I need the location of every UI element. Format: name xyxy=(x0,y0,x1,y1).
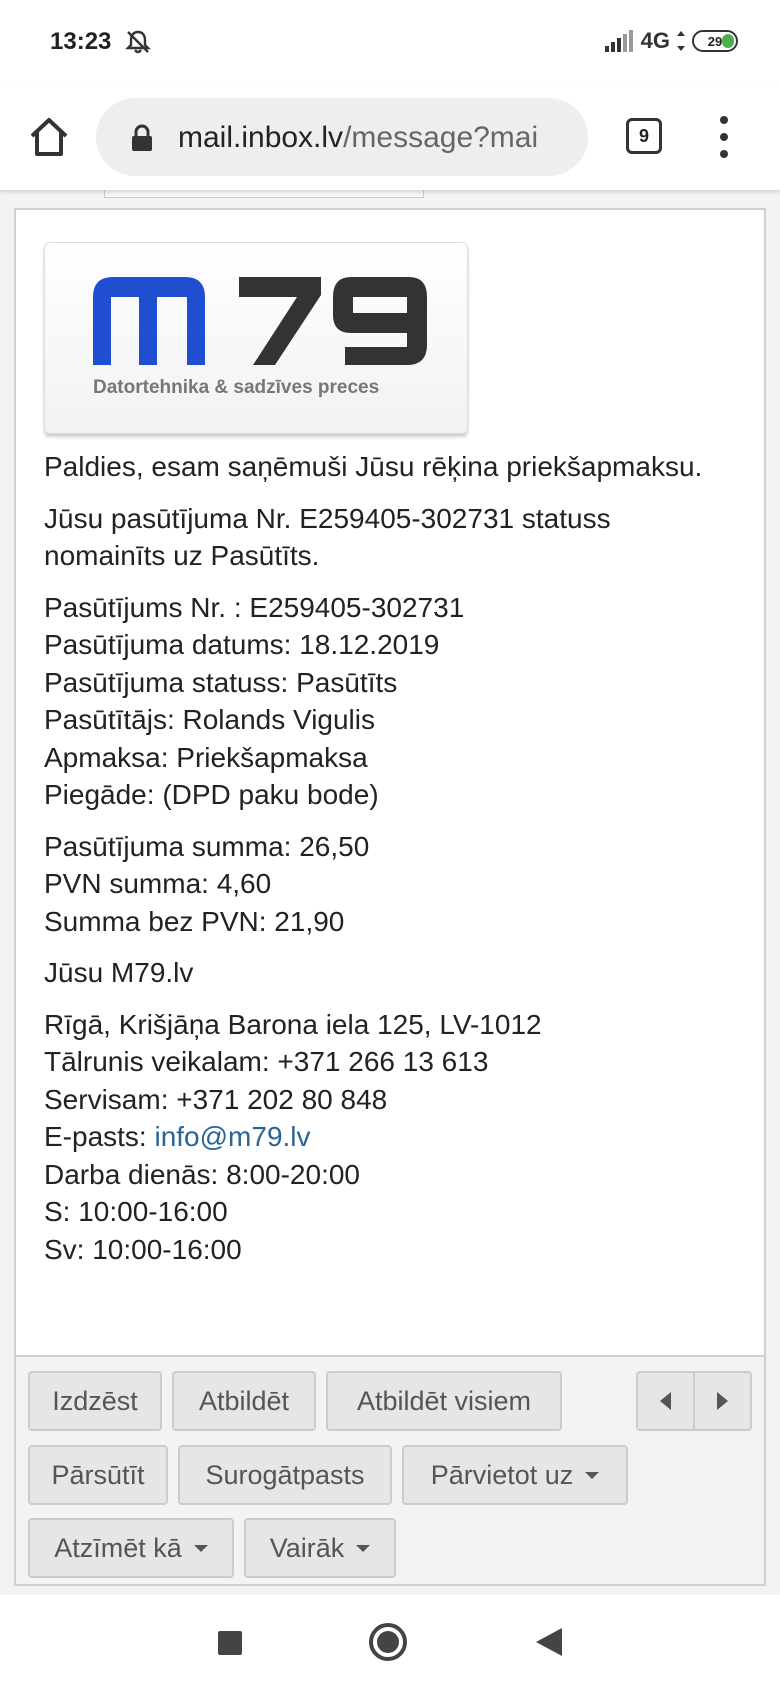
logo-tagline: Datortehnika & sadzīves preces xyxy=(93,377,380,398)
order-details xyxy=(44,589,736,814)
mark-as-dropdown[interactable] xyxy=(28,1518,234,1578)
more-dropdown[interactable] xyxy=(244,1518,396,1578)
data-arrows-icon xyxy=(676,30,686,52)
address: Rīgā, Krišjāņa Barona iela 125, LV-1012 xyxy=(44,1008,542,1040)
address-bar[interactable] xyxy=(96,98,588,176)
lock-icon xyxy=(130,124,154,152)
reply-all-button[interactable]: Atbildēt visiem xyxy=(326,1371,562,1431)
intro-text: Paldies, esam saņēmuši Jūsu rēķina priekšapmaksu. xyxy=(44,451,703,482)
order-sum: Pasūtījuma summa: 26,50 xyxy=(44,830,370,862)
order-payment: Apmaksa: Priekšapmaksa xyxy=(44,741,368,773)
shop-phone: Tālrunis veikalam: +371 266 13 613 xyxy=(44,1046,489,1077)
recent-apps-icon[interactable] xyxy=(218,1631,242,1655)
overflow-menu-icon[interactable] xyxy=(714,112,734,162)
battery-fill xyxy=(722,34,734,48)
tab-switcher-button[interactable]: 9 xyxy=(626,118,662,154)
system-nav-bar xyxy=(0,1595,780,1690)
order-customer: Pasūtītājs: Rolands Vigulis xyxy=(44,704,375,735)
spam-button[interactable]: Surogātpasts xyxy=(178,1445,392,1505)
status-time: 13:23 xyxy=(50,28,112,55)
move-to-dropdown[interactable] xyxy=(402,1445,628,1505)
message-frame xyxy=(14,208,766,1586)
mute-bell-icon xyxy=(124,28,152,56)
caret-down-icon xyxy=(356,1545,370,1552)
delete-button[interactable]: Izdzēst xyxy=(28,1371,162,1431)
order-totals xyxy=(44,828,736,941)
caret-left-icon xyxy=(660,1392,671,1410)
status-bar xyxy=(0,0,780,86)
url-path: /message?mai xyxy=(343,121,539,154)
battery-indicator xyxy=(692,30,738,52)
weekday-hours: Darba dienās: 8:00-20:00 xyxy=(44,1158,360,1190)
back-nav-icon[interactable] xyxy=(536,1628,562,1656)
url-host: mail.inbox.lv xyxy=(178,121,344,154)
signature: Jūsu M79.lv xyxy=(44,957,194,988)
sum-without-vat: Summa bez PVN: 21,90 xyxy=(44,905,345,937)
forward-button[interactable]: Pārsūtīt xyxy=(28,1445,168,1505)
status-change-text: Jūsu pasūtījuma Nr. E259405-302731 statuss nomainīts uz Pasūtīts. xyxy=(44,502,611,571)
webpage xyxy=(0,190,780,1595)
email-label: E-pasts: xyxy=(44,1121,155,1152)
order-number: Pasūtījums Nr. : E259405-302731 xyxy=(44,591,465,623)
battery-level: 29 xyxy=(707,33,723,49)
mark-as-label: Atzīmēt kā xyxy=(54,1532,182,1563)
order-delivery: Piegāde: (DPD paku bode) xyxy=(44,779,379,810)
order-date: Pasūtījuma datums: 18.12.2019 xyxy=(44,629,440,660)
m79-logo xyxy=(44,242,468,434)
move-to-label: Pārvietot uz xyxy=(430,1459,574,1490)
sunday-hours: Sv: 10:00-16:00 xyxy=(44,1233,242,1265)
browser-toolbar xyxy=(0,86,780,190)
caret-down-icon xyxy=(585,1472,599,1479)
home-icon[interactable] xyxy=(26,114,72,160)
reply-button[interactable]: Atbildēt xyxy=(172,1371,316,1431)
next-message-button[interactable] xyxy=(695,1371,752,1431)
message-body xyxy=(16,210,764,1355)
network-type: 4G xyxy=(640,28,670,53)
vat-sum: PVN summa: 4,60 xyxy=(44,868,272,899)
status-indicators xyxy=(605,28,738,54)
previous-message-button[interactable] xyxy=(636,1371,695,1431)
home-nav-icon[interactable] xyxy=(369,1623,407,1661)
email-line xyxy=(44,1118,736,1156)
saturday-hours: S: 10:00-16:00 xyxy=(44,1196,228,1227)
caret-down-icon xyxy=(194,1545,208,1552)
m79-logo-mark xyxy=(89,269,429,369)
caret-right-icon xyxy=(717,1392,728,1410)
service-phone: Servisam: +371 202 80 848 xyxy=(44,1083,388,1115)
message-nav-group xyxy=(636,1371,752,1431)
email-link[interactable]: info@m79.lv xyxy=(154,1121,311,1152)
contact-info xyxy=(44,1006,736,1269)
signal-icon xyxy=(605,30,635,52)
url-text[interactable] xyxy=(178,121,538,155)
order-status: Pasūtījuma statuss: Pasūtīts xyxy=(44,666,398,698)
more-label: Vairāk xyxy=(269,1532,345,1563)
message-action-toolbar xyxy=(16,1355,764,1584)
